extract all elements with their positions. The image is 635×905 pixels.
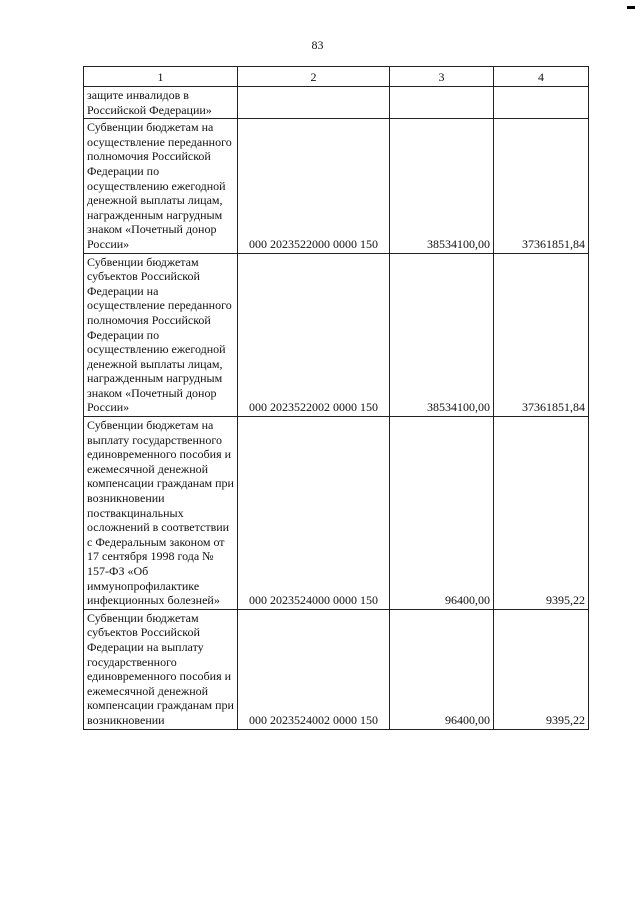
column-header-4: 4 <box>494 67 589 87</box>
row-executed-amount: 9395,22 <box>494 609 589 729</box>
row-executed-amount: 37361851,84 <box>494 119 589 253</box>
row-code: 000 2023522002 0000 150 <box>238 253 390 417</box>
row-plan-amount: 38534100,00 <box>390 253 494 417</box>
table-row <box>84 417 589 610</box>
row-name: Субвенции бюджетам на осуществление переданного полномочия Российской Федерации по осуществлению ежегодной денежной выплаты лицам, награжденным нагрудным знаком «Почетный донор России» <box>87 120 232 251</box>
budget-table <box>83 66 589 730</box>
row-name-cell <box>84 87 238 119</box>
table-row <box>84 87 589 119</box>
row-name-cell <box>84 609 238 729</box>
table-row <box>84 609 589 729</box>
column-header-1: 1 <box>84 67 238 87</box>
corner-scan-mark <box>627 6 635 9</box>
row-code: 000 2023524000 0000 150 <box>238 417 390 610</box>
row-name: Субвенции бюджетам на выплату государственного единовременного пособия и ежемесячной денежной компенсации гражданам при возникновении поствакцинальных осложнений в соответствии с Федеральным законом от 17 сентября 1998 года № 157-ФЗ «Об иммунопрофилактике инфекционных болезней» <box>87 418 234 608</box>
row-plan-amount: 38534100,00 <box>390 119 494 253</box>
table-row <box>84 119 589 253</box>
row-plan-amount: 96400,00 <box>390 417 494 610</box>
row-executed-amount: 9395,22 <box>494 417 589 610</box>
row-plan-amount <box>390 87 494 119</box>
page-number: 83 <box>311 38 324 52</box>
row-code: 000 2023522000 0000 150 <box>238 119 390 253</box>
row-name-cell <box>84 253 238 417</box>
row-executed-amount: 37361851,84 <box>494 253 589 417</box>
row-executed-amount <box>494 87 589 119</box>
column-header-3: 3 <box>390 67 494 87</box>
row-name-cell <box>84 119 238 253</box>
row-plan-amount: 96400,00 <box>390 609 494 729</box>
row-name: защите инвалидов в Российской Федерации» <box>87 88 212 117</box>
row-name-cell <box>84 417 238 610</box>
column-header-2: 2 <box>238 67 390 87</box>
row-code <box>238 87 390 119</box>
row-code: 000 2023524002 0000 150 <box>238 609 390 729</box>
table-row <box>84 253 589 417</box>
row-name: Субвенции бюджетам субъектов Российской Федерации на выплату государственного единовременного пособия и ежемесячной денежной компенсации гражданам при возникновении <box>87 610 234 727</box>
row-name: Субвенции бюджетам субъектов Российской Федерации на осуществление переданного полномочия Российской Федерации по осуществлению ежегодной денежной выплаты лицам, награжденным нагрудным знаком «Почетный донор России» <box>87 254 232 415</box>
header-row <box>84 67 589 87</box>
